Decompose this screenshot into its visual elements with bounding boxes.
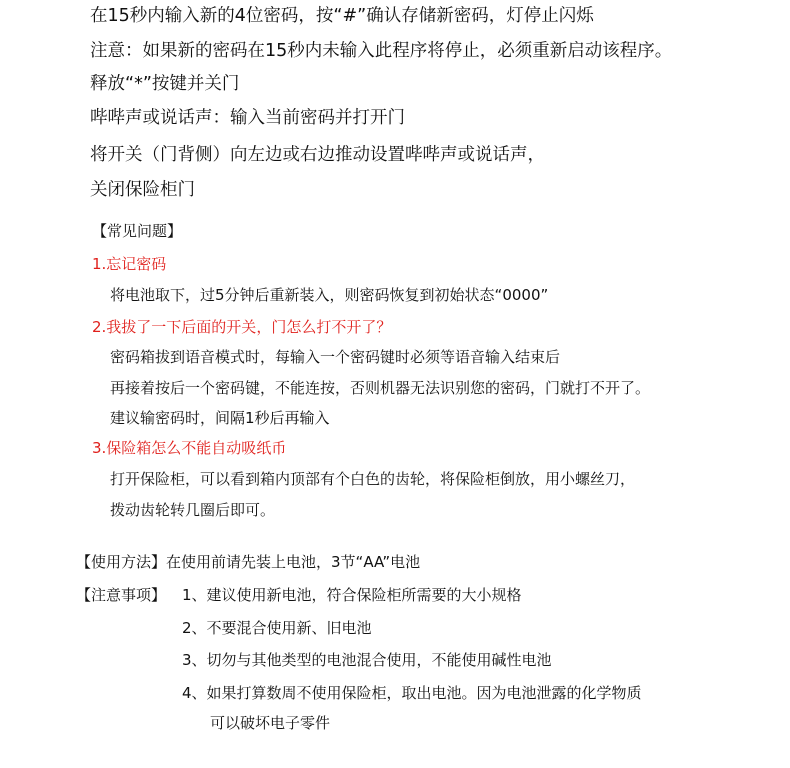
- faq-answer-2-line-3: 建议输密码时，间隔1秒后再输入: [110, 409, 330, 427]
- faq-answer-2-line-1: 密码箱拔到语音模式时，每输入一个密码键时必须等语音输入结束后: [110, 348, 561, 366]
- faq-answer-1-line-1: 将电池取下，过5分钟后重新装入，则密码恢复到初始状态“0000”: [110, 286, 549, 304]
- notes-item-1: 1、建议使用新电池，符合保险柜所需要的大小规格: [182, 586, 522, 604]
- faq-question-1: 1.忘记密码: [92, 255, 167, 273]
- notes-item-4-continuation: 可以破坏电子零件: [210, 714, 331, 732]
- notes-item-4: 4、如果打算数周不使用保险柜，取出电池。因为电池泄露的化学物质: [182, 684, 642, 702]
- instruction-line-1: 在15秒内输入新的4位密码，按“#”确认存储新密码，灯停止闪烁: [90, 6, 594, 26]
- instruction-line-2: 注意：如果新的密码在15秒内未输入此程序将停止，必须重新启动该程序。: [90, 41, 673, 61]
- instruction-line-6: 关闭保险柜门: [90, 180, 195, 200]
- faq-answer-3-line-2: 拨动齿轮转几圈后即可。: [110, 501, 276, 519]
- faq-answer-2-line-2: 再接着按后一个密码键，不能连按，否则机器无法识别您的密码，门就打不开了。: [110, 379, 651, 397]
- faq-answer-3-line-1: 打开保险柜，可以看到箱内顶部有个白色的齿轮，将保险柜倒放，用小螺丝刀，: [110, 470, 636, 488]
- faq-title: 【常见问题】: [92, 222, 183, 240]
- faq-question-3: 3.保险箱怎么不能自动吸纸币: [92, 439, 287, 457]
- notes-label: 【注意事项】: [76, 586, 167, 604]
- instruction-line-5: 将开关（门背侧）向左边或右边推动设置哔哔声或说话声，: [90, 145, 545, 165]
- usage-line: 【使用方法】在使用前请先装上电池，3节“AA”电池: [76, 553, 421, 571]
- instruction-line-3: 释放“*”按键并关门: [90, 74, 240, 94]
- instruction-line-4: 哔哔声或说话声：输入当前密码并打开门: [90, 108, 405, 128]
- notes-item-2: 2、不要混合使用新、旧电池: [182, 619, 372, 637]
- faq-question-2: 2.我拔了一下后面的开关，门怎么打不开了？: [92, 318, 392, 336]
- notes-item-3: 3、切勿与其他类型的电池混合使用，不能使用碱性电池: [182, 651, 552, 669]
